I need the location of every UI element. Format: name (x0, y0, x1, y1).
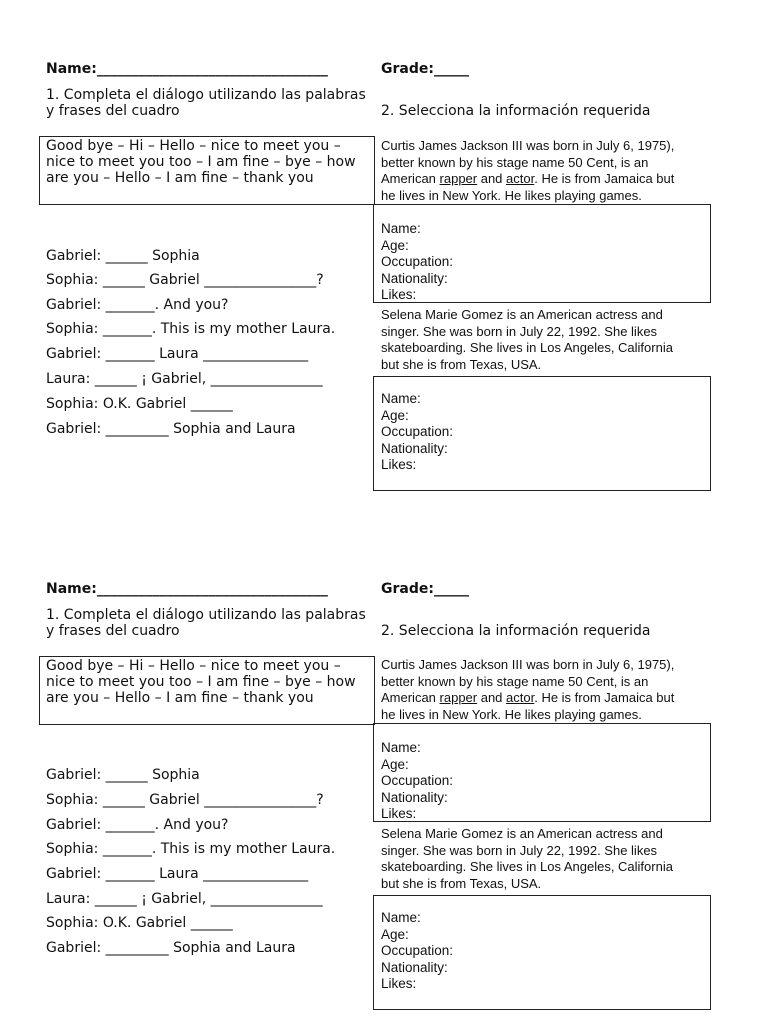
field-name: Name: (381, 221, 421, 236)
field-likes: Likes: (381, 457, 417, 472)
field-occupation: Occupation: (381, 943, 454, 958)
worksheet-top (0, 0, 768, 500)
dialogue-line: Gabriel: ______ Sophia (46, 767, 200, 783)
word-bank-line: are you – Hello – I am fine – thank you (46, 690, 314, 706)
word-bank-line: nice to meet you too – I am fine – bye – how (46, 154, 356, 170)
dialogue-line: Gabriel: _______. And you? (46, 817, 229, 833)
info-box-curtis (373, 723, 711, 822)
dialogue-line: Gabriel: _________ Sophia and Laura (46, 940, 296, 956)
bio-line: skateboarding. She lives in Los Angeles, California (381, 859, 673, 874)
field-name: Name: (381, 740, 421, 755)
field-age: Age: (381, 756, 409, 772)
field-occupation: Occupation: (381, 773, 454, 788)
field-nationality: Nationality: (381, 440, 448, 456)
bio-line: but she is from Texas, USA. (381, 356, 542, 372)
bio-line: singer. She was born in July 22, 1992. She likes (381, 842, 658, 858)
dialogue-line: Sophia: _______. This is my mother Laura. (46, 321, 336, 337)
field-nationality: Nationality: (381, 959, 448, 975)
dialogue-line: Laura: ______ ¡ Gabriel, ________________ (46, 891, 323, 907)
bio-line: Curtis James Jackson III was born in July 6, 1975), (381, 138, 675, 153)
word-bank-line: are you – Hello – I am fine – thank you (46, 170, 314, 186)
bio-line: singer. She was born in July 22, 1992. She likes (381, 323, 658, 339)
bio-line: better known by his stage name 50 Cent, is an (381, 154, 649, 170)
bio-line: better known by his stage name 50 Cent, is an (381, 673, 649, 689)
grade-label: Grade:_____ (381, 61, 469, 77)
dialogue-line: Laura: ______ ¡ Gabriel, ________________ (46, 371, 323, 387)
actor-word: actor (506, 171, 535, 186)
actor-word: actor (506, 690, 535, 705)
word-bank-line: Good bye – Hi – Hello – nice to meet you – (46, 658, 341, 674)
bio-line: he lives in New York. He likes playing games. (381, 187, 642, 203)
dialogue-line: Sophia: O.K. Gabriel ______ (46, 396, 233, 412)
field-age: Age: (381, 407, 409, 423)
bio-line: American rapper and actor. He is from Jamaica but (381, 690, 675, 705)
name-label: Name:_________________________________ (46, 61, 328, 77)
instruction-one-line2: y frases del cuadro (46, 103, 180, 119)
dialogue-line: Gabriel: _______. And you? (46, 297, 229, 313)
instruction-one-line1: 1. Completa el diálogo utilizando las palabras (46, 607, 366, 623)
bio-selena (381, 826, 673, 892)
name-label: Name:_________________________________ (46, 581, 328, 597)
field-occupation: Occupation: (381, 254, 454, 269)
field-age: Age: (381, 237, 409, 253)
word-bank-line: Good bye – Hi – Hello – nice to meet you – (46, 138, 341, 154)
info-box-selena (373, 895, 711, 1010)
dialogue-line: Gabriel: _________ Sophia and Laura (46, 421, 296, 437)
word-bank-box (39, 656, 375, 725)
rapper-word: rapper (439, 171, 478, 186)
bio-line: but she is from Texas, USA. (381, 875, 542, 891)
field-age: Age: (381, 926, 409, 942)
info-box-curtis (373, 204, 711, 303)
instruction-two: 2. Selecciona la información requerida (381, 103, 651, 119)
bio-curtis (381, 138, 674, 204)
instruction-one-line2: y frases del cuadro (46, 623, 180, 639)
field-name: Name: (381, 391, 421, 406)
field-occupation: Occupation: (381, 424, 454, 439)
rapper-word: rapper (439, 690, 478, 705)
dialogue-line: Sophia: O.K. Gabriel ______ (46, 915, 233, 931)
bio-curtis (381, 657, 674, 723)
field-nationality: Nationality: (381, 789, 448, 805)
field-likes: Likes: (381, 806, 417, 821)
grade-label: Grade:_____ (381, 581, 469, 597)
dialogue-line: Gabriel: ______ Sophia (46, 248, 200, 264)
bio-line: Curtis James Jackson III was born in July 6, 1975), (381, 657, 675, 672)
bio-line: skateboarding. She lives in Los Angeles, California (381, 340, 673, 355)
dialogue-line: Gabriel: _______ Laura _______________ (46, 346, 309, 362)
instruction-two: 2. Selecciona la información requerida (381, 623, 651, 639)
field-likes: Likes: (381, 287, 417, 302)
field-name: Name: (381, 910, 421, 925)
dialogue-line: Sophia: _______. This is my mother Laura. (46, 841, 336, 857)
dialogue-line: Sophia: ______ Gabriel ________________? (46, 272, 324, 288)
bio-line: Selena Marie Gomez is an American actress and (381, 826, 663, 841)
bio-line: Selena Marie Gomez is an American actress and (381, 307, 663, 322)
word-bank-line: nice to meet you too – I am fine – bye – how (46, 674, 356, 690)
word-bank-box (39, 136, 375, 205)
worksheet-bottom (0, 520, 768, 1020)
field-likes: Likes: (381, 976, 417, 991)
bio-line: American rapper and actor. He is from Jamaica but (381, 171, 675, 186)
instruction-one-line1: 1. Completa el diálogo utilizando las palabras (46, 87, 366, 103)
bio-line: he lives in New York. He likes playing games. (381, 706, 642, 722)
dialogue-line: Sophia: ______ Gabriel ________________? (46, 792, 324, 808)
bio-selena (381, 307, 673, 373)
info-box-selena (373, 376, 711, 491)
dialogue-line: Gabriel: _______ Laura _______________ (46, 866, 309, 882)
field-nationality: Nationality: (381, 270, 448, 286)
